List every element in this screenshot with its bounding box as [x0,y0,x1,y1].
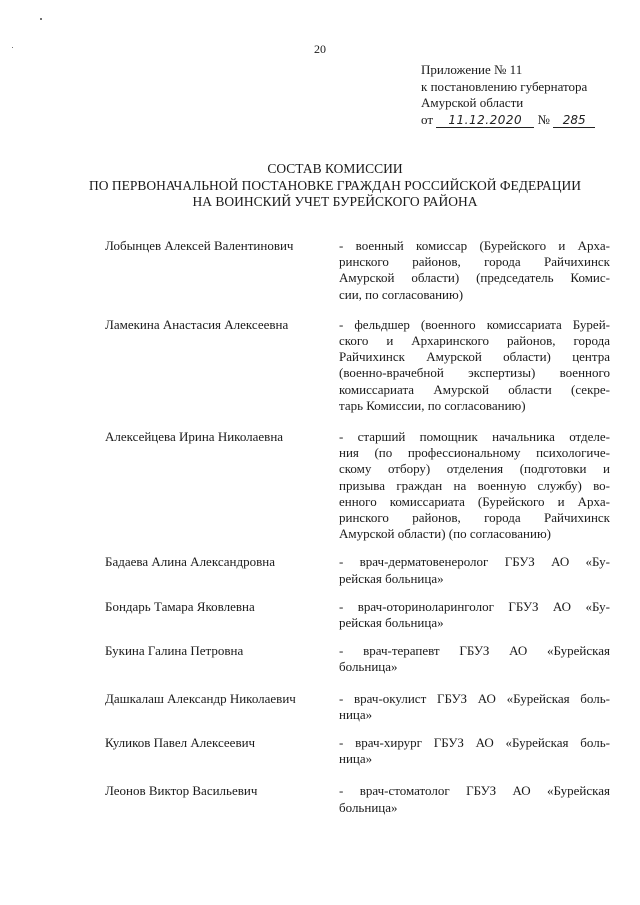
member-role [339,317,610,414]
member-role-line: ринского районов, города Райчихинск [339,510,610,526]
title-line: ПО ПЕРВОНАЧАЛЬНОЙ ПОСТАНОВКЕ ГРАЖДАН РОССИЙСКОЙ ФЕДЕРАЦИИ [88,177,582,193]
member-name: Леонов Виктор Васильевич [105,783,258,799]
page-number: 20 [314,42,326,56]
member-row [105,429,611,542]
member-role-line: ского и Архаринского районов, города [339,333,610,349]
member-role-line: енного комиссариата (Бурейского и Арха- [339,493,610,509]
appendix-date-line [421,112,621,129]
member-role-line: - военный комиссар (Бурейского и Арха- [339,238,610,253]
member-role-line: тарь Комиссии, по согласованию) [339,397,526,413]
member-role [339,429,610,542]
appendix-block [421,62,621,128]
member-row [105,735,611,767]
title-line: СОСТАВ КОМИССИИ [267,161,403,176]
member-role-line: - врач-оториноларинголог ГБУЗ АО «Бу- [339,598,610,614]
member-row [105,599,611,631]
title-line: НА ВОИНСКИЙ УЧЕТ БУРЕЙСКОГО РАЙОНА [192,194,478,209]
member-role-line: (военно-врачебной экспертизы) военного [339,365,610,381]
member-role-line: больница» [339,799,398,815]
member-name: Бондарь Тамара Яковлевна [105,598,255,614]
member-role [339,735,610,767]
member-role-line: ница» [339,751,373,767]
member-role-line: - врач-дерматовенеролог ГБУЗ АО «Бу- [339,554,610,570]
member-row [105,317,611,414]
member-row [105,691,611,723]
number-prefix: № [537,111,550,127]
appendix-reference: к постановлению губернатора [421,78,588,94]
member-name: Дашкалаш Александр Николаевич [105,690,296,706]
members-list [105,224,611,816]
member-role-line: рейская больница» [339,615,444,631]
member-role-line: - врач-окулист ГБУЗ АО «Бурейская боль- [339,690,610,706]
appendix-title: Приложение № 11 [421,62,523,77]
member-role-line: Райчихинск Амурской области) центра [339,349,610,365]
member-role [339,554,610,586]
member-name: Куликов Павел Алексеевич [105,735,256,751]
member-row [105,783,611,815]
member-role [339,783,610,815]
member-role-line: - врач-хирург ГБУЗ АО «Бурейская боль- [339,735,610,751]
appendix-region: Амурской области [421,95,524,110]
member-name: Бадаева Алина Александровна [105,554,275,570]
member-role-line: ринского районов, города Райчихинск [339,254,610,270]
member-name: Лобынцев Алексей Валентинович [105,238,294,253]
member-role [339,643,610,675]
member-role-line: Амурской области) (председатель Комис- [339,270,610,286]
date-prefix: от [421,111,434,127]
member-name: Алексейцева Ирина Николаевна [105,429,284,445]
member-role-line: призыва граждан на военную службу) во- [339,477,610,493]
member-role-line: рейская больница» [339,570,444,586]
member-role-line: - старший помощник начальника отделе- [339,429,610,445]
member-role-line: Амурской области) (по согласованию) [339,526,551,542]
handwritten-date: 11.12.2020 [436,114,534,128]
handwritten-number: 285 [553,114,595,128]
member-role [339,238,610,303]
member-role-line: больница» [339,659,398,675]
member-row [105,238,611,303]
member-role-line: - врач-терапевт ГБУЗ АО «Бурейская [339,643,610,659]
member-role [339,599,610,631]
member-role-line: сии, по согласованию) [339,286,464,302]
member-role-line: - врач-стоматолог ГБУЗ АО «Бурейская [339,783,610,799]
member-name: Ламекина Анастасия Алексеевна [105,316,289,332]
member-role-line: - фельдшер (военного комиссариата Бурей- [339,316,610,332]
member-role-line: ния (по профессиональному психологиче- [339,445,610,461]
member-role [339,691,610,723]
member-row [105,643,611,675]
member-role-line: скому отбору) отделения (подготовки и [339,461,610,477]
document-title [80,161,590,211]
scan-speck [40,18,42,20]
member-row [105,554,611,586]
member-name: Букина Галина Петровна [105,643,244,659]
member-role-line: комиссариата Амурской области (секре- [339,381,610,397]
member-role-line: ница» [339,706,373,722]
